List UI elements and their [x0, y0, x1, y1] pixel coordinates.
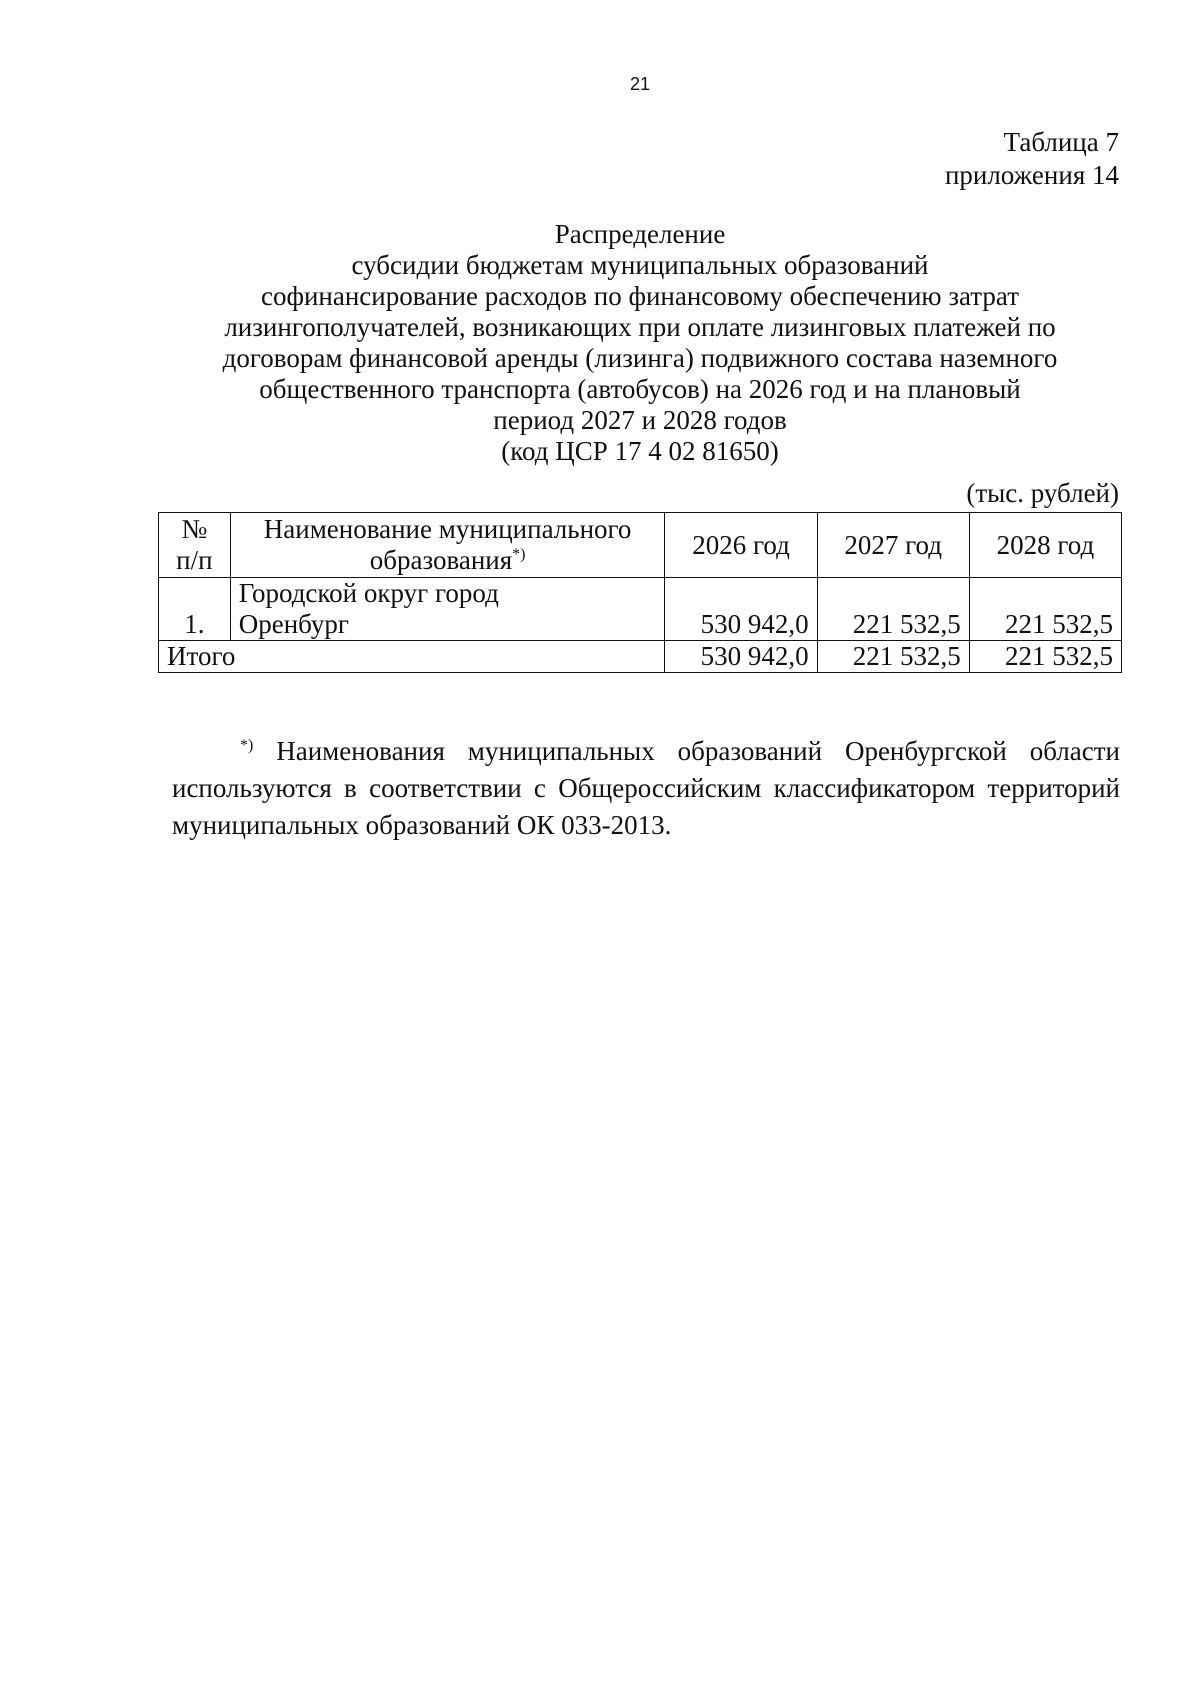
header-name-line	[239, 545, 657, 576]
subsidy-table	[158, 512, 1122, 673]
table-header-row	[159, 513, 1122, 578]
table-reference	[945, 126, 1119, 192]
title-line: софинансирование расходов по финансовому обеспечению затрат	[260, 281, 1020, 311]
value-2028: 221 532,5	[969, 578, 1121, 641]
total-label: Итого	[159, 641, 665, 673]
municipality-name-line: Городской округ город	[238, 578, 499, 608]
title-line: лизингополучателей, возникающих при оплате лизинговых платежей по	[224, 312, 1056, 342]
municipality-name-line: Оренбург	[238, 609, 349, 639]
header-number-line: №	[181, 514, 208, 544]
title-line: субсидии бюджетам муниципальных образований	[351, 250, 929, 280]
footnote-marker: *)	[240, 737, 254, 754]
document-title	[140, 219, 1140, 467]
header-year-2027: 2027 год	[817, 513, 969, 578]
units-label: (тыс. рублей)	[966, 478, 1119, 508]
total-2027: 221 532,5	[817, 641, 969, 673]
table-reference-line: Таблица 7	[1003, 127, 1119, 157]
title-line: (код ЦСР 17 4 02 81650)	[501, 436, 779, 466]
header-year-2028: 2028 год	[969, 513, 1121, 578]
footnote-text: Наименования муниципальных образований Оренбургской области используются в соответствии с Общероссийским классификатором территорий муниципальных образований ОК 033-2013.	[172, 736, 1120, 840]
table-row	[159, 578, 1122, 641]
table-reference-line: приложения 14	[944, 160, 1119, 190]
header-name-text: образования	[369, 545, 513, 575]
header-year-2026: 2026 год	[665, 513, 817, 578]
row-number: 1.	[159, 578, 231, 641]
total-2028: 221 532,5	[969, 641, 1121, 673]
header-number-line: п/п	[176, 545, 213, 575]
footnote-marker: *)	[512, 546, 526, 563]
municipality-name	[230, 578, 665, 641]
header-municipality-name	[230, 513, 665, 578]
value-2027: 221 532,5	[817, 578, 969, 641]
title-line: период 2027 и 2028 годов	[493, 405, 787, 435]
page-number: 21	[629, 74, 651, 94]
header-name-line: Наименование муниципального	[263, 514, 632, 544]
footnote	[172, 733, 1120, 844]
total-2026: 530 942,0	[665, 641, 817, 673]
title-line: договорам финансовой аренды (лизинга) подвижного состава наземного	[222, 343, 1058, 373]
header-number	[159, 513, 231, 578]
title-line: общественного транспорта (автобусов) на 2026 год и на плановый	[259, 374, 1021, 404]
total-row	[159, 641, 1122, 673]
title-line: Распределение	[554, 219, 726, 249]
value-2026: 530 942,0	[665, 578, 817, 641]
